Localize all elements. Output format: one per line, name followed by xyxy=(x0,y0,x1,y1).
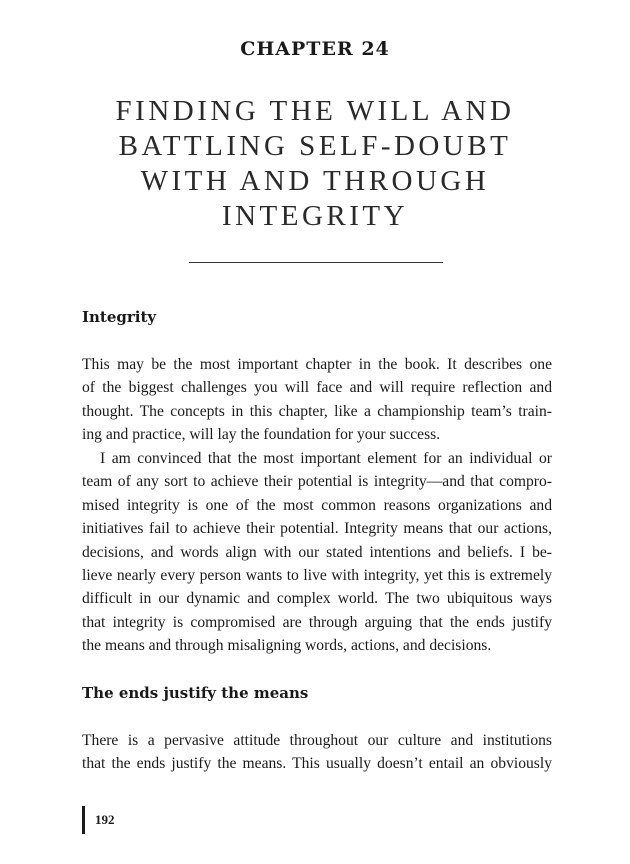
text-line: initiatives fail to achieve their potential. Integrity means that our actions, xyxy=(82,520,552,538)
text-line: decisions, and words align with our stated intentions and beliefs. I be- xyxy=(82,543,552,561)
text-line: I am convinced that the most important element for an individual or xyxy=(100,450,552,467)
page-number: 192 xyxy=(95,812,115,827)
text-line: This may be the most important chapter in the book. It describes one xyxy=(82,356,552,373)
title-divider xyxy=(189,262,443,263)
chapter-title xyxy=(80,94,550,234)
text-line: difficult in our dynamic and complex world. The two ubiquitous ways xyxy=(82,590,552,608)
text-line: mised integrity is one of the most common reasons organizations and xyxy=(82,496,552,514)
chapter-title-line: INTEGRITY xyxy=(221,200,409,232)
text-line: There is a pervasive attitude throughout our culture and institutions xyxy=(82,732,552,749)
text-line: that the ends justify the means. This usually doesn’t entail an obviously xyxy=(82,755,552,773)
paragraph xyxy=(82,729,552,776)
section-heading-ends-justify-means: The ends justify the means xyxy=(82,684,309,702)
text-line: that integrity is compromised are through arguing that the ends justify xyxy=(82,613,552,631)
text-line: team of any sort to achieve their potential is integrity—and that compro- xyxy=(82,473,552,491)
chapter-title-line: WITH AND THROUGH xyxy=(140,165,490,197)
paragraph xyxy=(82,353,552,447)
text-line: the means and through misaligning words, actions, and decisions. xyxy=(82,637,492,655)
footer-bar xyxy=(82,806,85,834)
chapter-label: CHAPTER 24 xyxy=(240,38,390,60)
text-line: of the biggest challenges you will face and will require reflection and xyxy=(82,379,552,397)
text-line: lieve nearly every person wants to live with integrity, yet this is extremely xyxy=(82,567,552,585)
section-heading-integrity: Integrity xyxy=(82,308,157,326)
text-line: ing and practice, will lay the foundation for your success. xyxy=(82,426,441,444)
text-line: thought. The concepts in this chapter, like a championship team’s train- xyxy=(82,402,552,420)
paragraph xyxy=(82,447,552,658)
chapter-title-line: FINDING THE WILL AND xyxy=(115,95,515,127)
chapter-title-line: BATTLING SELF-DOUBT xyxy=(118,130,512,162)
